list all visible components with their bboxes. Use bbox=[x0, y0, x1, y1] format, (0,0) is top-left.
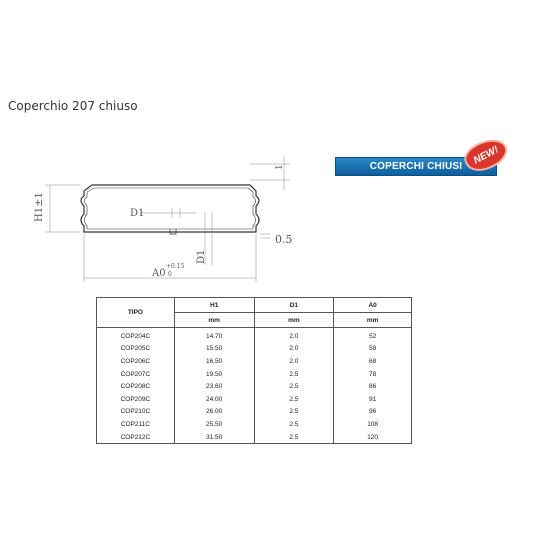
cell-h1: 23.60 bbox=[174, 380, 254, 393]
table-row bbox=[97, 355, 412, 368]
label-a0-tol-upper: +0.15 bbox=[166, 263, 185, 270]
cell-tipo: COP206C bbox=[97, 355, 175, 368]
table-row bbox=[97, 343, 412, 356]
cell-h1: 19.50 bbox=[174, 368, 254, 381]
cell-d1: 2.5 bbox=[254, 380, 334, 393]
cell-d1: 2.5 bbox=[254, 393, 334, 406]
label-h1: H1±1 bbox=[34, 192, 45, 222]
cell-tipo: COP208C bbox=[97, 380, 175, 393]
cell-tipo: COP212C bbox=[97, 431, 175, 444]
label-one: 1 bbox=[275, 164, 285, 170]
header-h1: H1 bbox=[174, 298, 254, 313]
cell-tipo: COP211C bbox=[97, 418, 175, 431]
cell-h1: 14.70 bbox=[174, 328, 254, 343]
cell-d1: 2.0 bbox=[254, 343, 334, 356]
cell-tipo: COP204C bbox=[97, 328, 175, 343]
new-badge-label: NEW! bbox=[471, 143, 501, 167]
label-thickness: 0.5 bbox=[275, 233, 293, 246]
table-row bbox=[97, 380, 412, 393]
cell-d1: 2.5 bbox=[254, 418, 334, 431]
cell-a0: 108 bbox=[334, 418, 412, 431]
label-a0: A0 bbox=[152, 268, 166, 279]
cell-a0: 86 bbox=[334, 380, 412, 393]
cell-h1: 31.50 bbox=[174, 431, 254, 444]
cell-tipo: COP207C bbox=[97, 368, 175, 381]
cell-h1: 15.50 bbox=[174, 343, 254, 356]
header-d1: D1 bbox=[254, 298, 334, 313]
cell-a0: 68 bbox=[334, 355, 412, 368]
cell-d1: 2.5 bbox=[254, 431, 334, 444]
cell-h1: 16.50 bbox=[174, 355, 254, 368]
cell-d1: 2.5 bbox=[254, 368, 334, 381]
unit-d1: mm bbox=[254, 313, 334, 328]
cell-tipo: COP205C bbox=[97, 343, 175, 356]
cell-a0: 78 bbox=[334, 368, 412, 381]
cell-tipo: COP209C bbox=[97, 393, 175, 406]
cell-h1: 24.00 bbox=[174, 393, 254, 406]
table-row bbox=[97, 368, 412, 381]
table-row bbox=[97, 393, 412, 406]
cell-a0: 52 bbox=[334, 328, 412, 343]
table-row bbox=[97, 418, 412, 431]
cell-h1: 25.50 bbox=[174, 418, 254, 431]
cell-a0: 58 bbox=[334, 343, 412, 356]
label-a0-tol-lower: 0 bbox=[168, 271, 172, 278]
lid-profile bbox=[81, 185, 259, 234]
label-d1-vertical: D1 bbox=[196, 249, 207, 264]
cell-tipo: COP210C bbox=[97, 406, 175, 419]
table-row bbox=[97, 431, 412, 444]
technical-drawing bbox=[0, 150, 320, 290]
cell-a0: 91 bbox=[334, 393, 412, 406]
table-row bbox=[97, 328, 412, 343]
unit-a0: mm bbox=[334, 313, 412, 328]
table-row bbox=[97, 406, 412, 419]
label-d1: D1 bbox=[130, 208, 145, 219]
cell-d1: 2.0 bbox=[254, 355, 334, 368]
header-tipo: TIPO bbox=[97, 298, 175, 328]
cell-a0: 96 bbox=[334, 406, 412, 419]
spec-table-body bbox=[97, 328, 412, 444]
cell-d1: 2.5 bbox=[254, 406, 334, 419]
cell-d1: 2.0 bbox=[254, 328, 334, 343]
spec-table bbox=[96, 297, 412, 444]
coperchi-chiusi-banner: COPERCHI CHIUSI bbox=[335, 157, 497, 176]
cell-h1: 26.00 bbox=[174, 406, 254, 419]
page-title: Coperchio 207 chiuso bbox=[8, 99, 138, 113]
header-a0: A0 bbox=[334, 298, 412, 313]
cell-a0: 120 bbox=[334, 431, 412, 444]
unit-h1: mm bbox=[174, 313, 254, 328]
